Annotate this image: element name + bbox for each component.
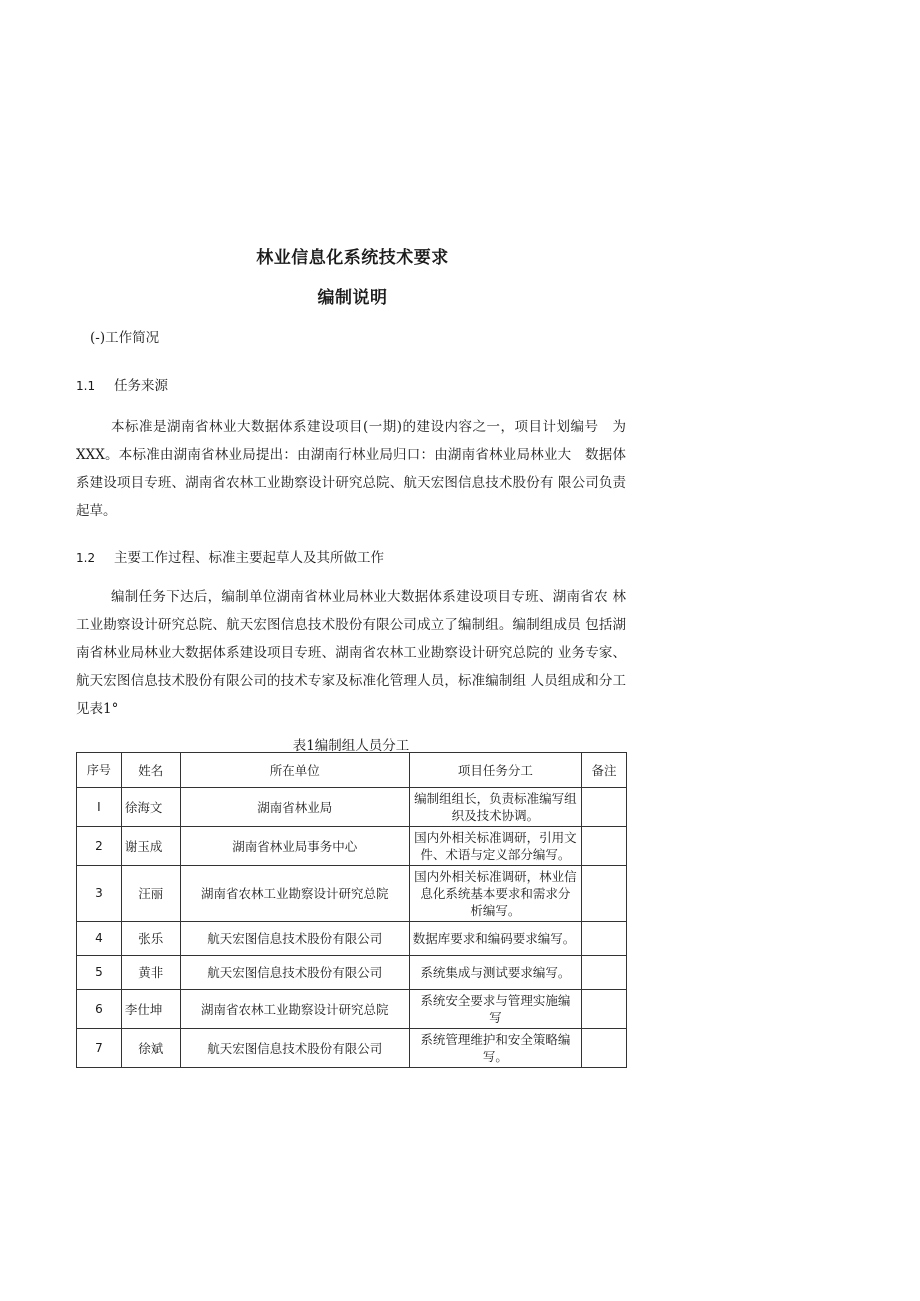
- section-1-1-title: 任务来源: [114, 378, 168, 394]
- table-row: [77, 827, 627, 866]
- header-name: 姓名: [121, 753, 180, 788]
- section-heading: (-)工作简况: [90, 330, 160, 346]
- header-note: 备注: [582, 753, 627, 788]
- cell-note: [582, 827, 627, 866]
- section-1-2-heading: [76, 546, 384, 566]
- section-1-2-title: 主要工作过程、标准主要起草人及其所做工作: [114, 550, 384, 566]
- cell-note: [582, 956, 627, 990]
- cell-note: [582, 990, 627, 1029]
- header-seq: 序号: [77, 753, 122, 788]
- document-subtitle: 编制说明: [317, 288, 388, 308]
- table-row: [77, 866, 627, 922]
- table-row: [77, 788, 627, 827]
- header-unit: 所在单位: [180, 753, 409, 788]
- section-1-1-heading: [76, 374, 168, 394]
- cell-seq: I: [77, 788, 122, 827]
- cell-name: 谢玉成: [121, 827, 180, 866]
- cell-note: [582, 866, 627, 922]
- section-1-2-number: 1.2: [76, 551, 96, 565]
- cell-note: [582, 922, 627, 956]
- table-row: [77, 956, 627, 990]
- cell-name: 徐海文: [121, 788, 180, 827]
- table-row: [77, 990, 627, 1029]
- section-1-2-paragraph: 编制任务下达后，编制单位湖南省林业局林业大数据体系建设项目专班、湖南省农 林工业勘察设计研究总院、航天宏图信息技术股份有限公司成立了编制组。编制组成员 包括湖南省林业局林业大数据体系建设项目专班、湖南省农林工业勘察设计研究总院的 业务专家、航天宏图信息技术股份有限公司的技术专家及标准化管理人员，标准编制组 人员组成和分工见表1°: [76, 589, 626, 717]
- table-row: [77, 1029, 627, 1068]
- cell-task: 国内外相关标准调研，林业信息化系统基本要求和需求分 析编写。: [409, 866, 581, 922]
- cell-task: 编制组组长，负责标准编写组织及技术协调。: [409, 788, 581, 827]
- cell-task: 系统管理维护和安全策略编写。: [409, 1029, 581, 1068]
- cell-name: 李仕坤: [121, 990, 180, 1029]
- cell-note: [582, 1029, 627, 1068]
- cell-name: 徐斌: [121, 1029, 180, 1068]
- cell-unit: 湖南省农林工业勘察设计研究总院: [180, 990, 409, 1029]
- table-header-row: [77, 753, 627, 788]
- cell-name: 黄非: [121, 956, 180, 990]
- cell-seq: 3: [77, 866, 122, 922]
- cell-task: 系统集成与测试要求编写。: [409, 956, 581, 990]
- header-task: 项目任务分工: [409, 753, 581, 788]
- cell-seq: 6: [77, 990, 122, 1029]
- cell-unit: 航天宏图信息技术股份有限公司: [180, 1029, 409, 1068]
- cell-task: 系统安全要求与管理实施编 写: [409, 990, 581, 1029]
- cell-task: 国内外相关标准调研，引用文件、术语与定义部分编写。: [409, 827, 581, 866]
- cell-note: [582, 788, 627, 827]
- staff-table: [76, 752, 627, 1068]
- cell-unit: 航天宏图信息技术股份有限公司: [180, 922, 409, 956]
- cell-name: 张乐: [121, 922, 180, 956]
- table-row: [77, 922, 627, 956]
- cell-seq: 4: [77, 922, 122, 956]
- cell-unit: 湖南省林业局事务中心: [180, 827, 409, 866]
- cell-seq: 7: [77, 1029, 122, 1068]
- cell-unit: 航天宏图信息技术股份有限公司: [180, 956, 409, 990]
- cell-seq: 2: [77, 827, 122, 866]
- table-caption: 表1编制组人员分工: [292, 738, 410, 754]
- cell-name: 汪丽: [121, 866, 180, 922]
- section-1-1-number: 1.1: [76, 379, 96, 393]
- cell-unit: 湖南省林业局: [180, 788, 409, 827]
- cell-seq: 5: [77, 956, 122, 990]
- section-1-1-paragraph: 本标准是湖南省林业大数据体系建设项目(一期)的建设内容之一，项目计划编号 为XXX。本标准由湖南省林业局提出：由湖南行林业局归口：由湖南省林业局林业大 数据体系建设项目专班、湖南省农林工业勘察设计研究总院、航天宏图信息技术股份有 限公司负责起草。: [76, 419, 626, 519]
- cell-unit: 湖南省农林工业勘察设计研究总院: [180, 866, 409, 922]
- cell-task: 数据库要求和编码要求编写。: [409, 922, 581, 956]
- document-title: 林业信息化系统技术要求: [256, 248, 449, 268]
